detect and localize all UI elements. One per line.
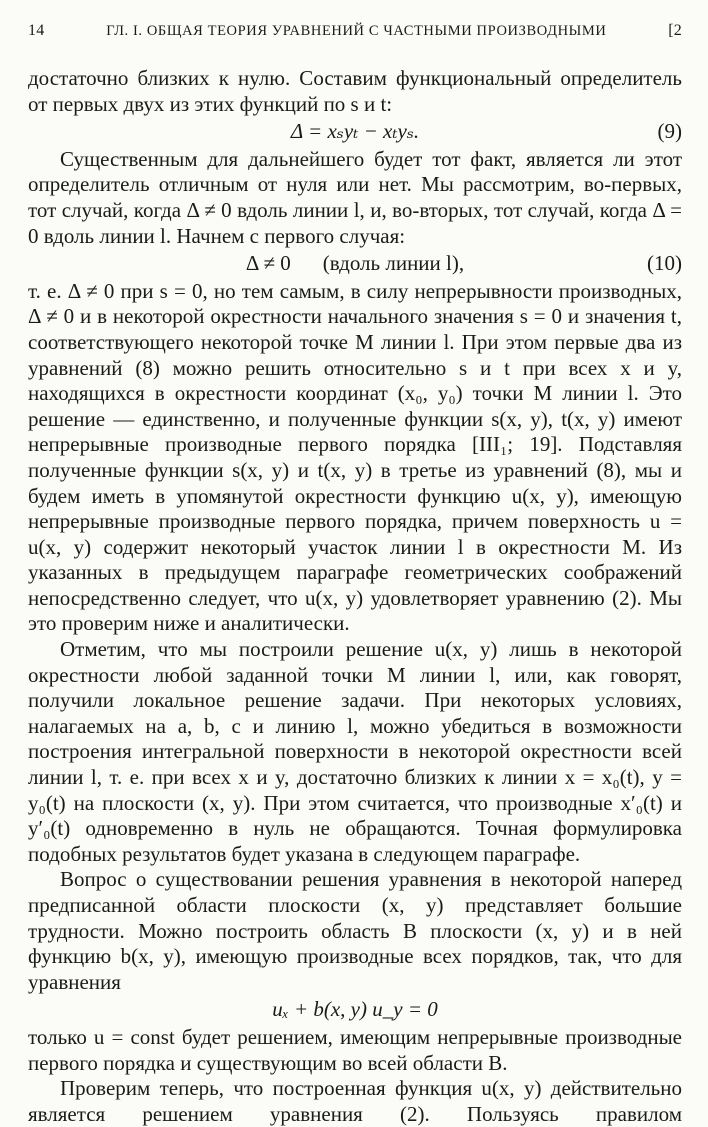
section-number: [2 [668, 22, 682, 39]
equation-10-right: (вдоль линии l), [322, 251, 465, 276]
paragraph-1: достаточно близких к нулю. Составим функциональный определитель от первых двух из этих функций по s и t: [28, 66, 682, 116]
equation-9-number: (9) [657, 119, 682, 144]
running-header [28, 22, 682, 40]
equation-10-formula [28, 251, 682, 277]
paragraph-6: только u = const будет решением, имеющим непрерывные производные первого порядка и существующим во всей области B. [28, 1024, 682, 1075]
equation-10-number: (10) [647, 251, 682, 276]
running-title: ГЛ. I. ОБЩАЯ ТЕОРИЯ УРАВНЕНИЙ С ЧАСТНЫМИ ПРОИЗВОДНЫМИ [106, 23, 607, 39]
equation-unnumbered-formula: uₓ + b(x, y) u_y = 0 [272, 997, 438, 1022]
page-number: 14 [28, 22, 45, 39]
paragraph-3: т. е. Δ ≠ 0 при s = 0, но тем самым, в силу непрерывности производных, Δ ≠ 0 и в некоторой окрестности начального значения s = 0 и значения t, соответствующего некоторой точке M линии l. При этом первые два из уравнений (8) можно решить относительно s и t при всех x и y, находящихся в окрестности координат (x₀, y₀) точки M линии l. Это решение — единственно, и полученные функции s(x, y), t(x, y) имеют непрерывные производные первого порядка [III₁; 19]. Подставляя полученные функции s(x, y) и t(x, y) в третье из уравнений (8), мы и будем иметь в упомянутой окрестности функцию u(x, y), имеющую непрерывные производные первого порядка, причем поверхность u = u(x, y) содержит некоторый участок линии l в окрестности M. Из указанных в предыдущем параграфе геометрических соображений непосредственно следует, что u(x, y) удовлетворяет уравнению (2). Мы это проверим ниже и аналитически. [28, 278, 682, 636]
equation-9-formula: Δ = xₛyₜ − xₜyₛ. [290, 119, 420, 144]
equation-10-left: Δ ≠ 0 [245, 251, 291, 276]
paragraph-5: Вопрос о существовании решения уравнения в некоторой наперед предписанной области плоскости (x, y) представляет большие трудности. Можно построить область B плоскости (x, y) и в ней функцию b(x, y), имеющую производные всех порядков, так, что для уравнения [28, 867, 682, 994]
paragraph-2: Существенным для дальнейшего будет тот факт, является ли этот определитель отличным от нуля или нет. Мы рассмотрим, во-первых, тот случай, когда Δ ≠ 0 вдоль линии l, и, во-вторых, тот случай, когда Δ = 0 вдоль линии l. Начнем с первого случая: [28, 146, 682, 248]
paragraph-7: Проверим теперь, что построенная функция u(x, y) действительно является решением уравнения (2). Пользуясь правилом [28, 1076, 682, 1126]
equation-unnumbered [28, 997, 682, 1023]
page-body [28, 66, 682, 1127]
equation-9 [28, 119, 682, 145]
paragraph-4: Отметим, что мы построили решение u(x, y) лишь в некоторой окрестности любой заданной точки M линии l, или, как говорят, получили локальное решение задачи. При некоторых условиях, налагаемых на a, b, c и линию l, можно убедиться в возможности построения интегральной поверхности в некоторой окрестности всей линии l, т. е. при всех x и y, достаточно близких к линии x = x₀(t), y = y₀(t) на плоскости (x, y). При этом считается, что производные x′₀(t) и y′₀(t) одновременно в нуль не обращаются. Точная формулировка подобных результатов будет указана в следующем параграфе. [28, 637, 682, 866]
equation-10 [28, 251, 682, 277]
